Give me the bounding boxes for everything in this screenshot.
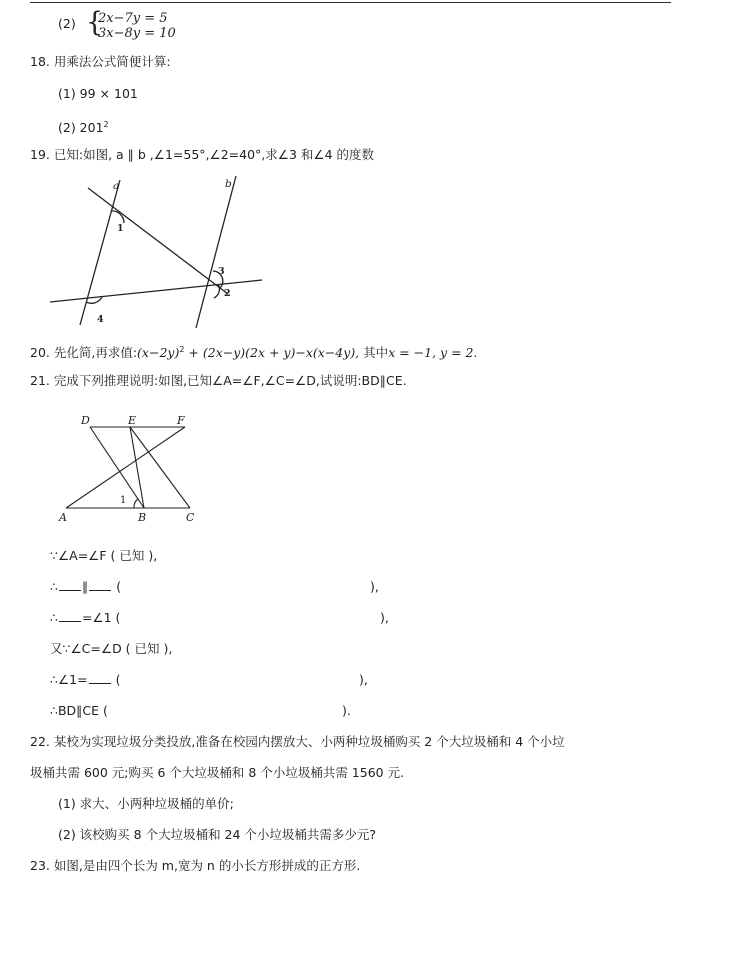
label-2: 2 xyxy=(224,288,231,299)
q22-part1: (1) 求大、小两种垃圾桶的单价; xyxy=(58,796,234,811)
q20-prefix: 20. 先化简,再求值: xyxy=(30,345,138,361)
q18-part1: (1) 99 × 101 xyxy=(58,86,138,101)
blank-1[interactable] xyxy=(59,579,81,591)
q21-step3-end: ), xyxy=(380,610,389,625)
q21-step5-end: ), xyxy=(359,672,368,687)
label-C: C xyxy=(186,511,195,524)
label-A: A xyxy=(59,511,67,524)
line-a xyxy=(80,180,120,325)
segment-EB xyxy=(130,427,144,508)
q18-part2: (2) $201^2$ xyxy=(58,120,109,136)
angle-1-arc xyxy=(111,211,125,223)
q22-line2: 圾桶共需 600 元;购买 6 个大垃圾桶和 8 个小垃圾桶共需 1560 元. xyxy=(30,765,405,780)
q21-step2-end: ), xyxy=(370,579,379,594)
q21-step4: 又∵∠C=∠D ( 已知 ), xyxy=(50,641,173,656)
q23-text: 23. 如图,是由四个长为 m,宽为 n 的小长方形拼成的正方形. xyxy=(30,858,361,873)
label-3: 3 xyxy=(218,266,225,277)
line-b xyxy=(196,176,236,328)
q20-expr-exp: 2 xyxy=(179,345,185,354)
q20-expr-b: + (2x−y)(2x + y)−x(x−4y), xyxy=(184,345,360,361)
label-a: a xyxy=(113,180,120,192)
q17-part2-label: (2) xyxy=(58,16,76,31)
q21-step3: ∴ =∠1 ( xyxy=(50,610,121,625)
q20-text xyxy=(30,342,477,361)
segment-EC xyxy=(130,427,190,508)
q21-step6-end: ). xyxy=(342,703,351,718)
q20-expr-a: (x−2y) xyxy=(137,345,180,361)
q22-line1: 22. 某校为实现垃圾分类投放,准备在校园内摆放大、小两种垃圾桶购买 2 个大垃圾桶和 4 个小垃 xyxy=(30,734,565,749)
label-1: 1 xyxy=(117,223,124,234)
q17-eq1: 2x−7y = 5 xyxy=(98,11,168,26)
q20-cond: x = −1, y = 2. xyxy=(388,345,478,361)
q21-step1: ∵∠A=∠F ( 已知 ), xyxy=(50,548,158,563)
transversal-1 xyxy=(88,188,228,294)
q18-title: 18. 用乘法公式简便计算: xyxy=(30,54,171,69)
q21-text: 21. 完成下列推理说明:如图,已知∠A=∠F,∠C=∠D,试说明:BD∥CE. xyxy=(30,373,407,388)
blank-2[interactable] xyxy=(89,579,111,591)
q21-step6: ∴BD∥CE ( xyxy=(50,703,108,718)
q22-part2: (2) 该校购买 8 个大垃圾桶和 24 个小垃圾桶共需多少元? xyxy=(58,827,377,842)
q21-step5: ∴∠1= ( xyxy=(50,672,121,687)
label-D: D xyxy=(81,414,90,427)
system-brace: { xyxy=(86,7,104,38)
q19-text: 19. 已知:如图, a ∥ b ,∠1=55°,∠2=40°,求∠3 和∠4 的度数 xyxy=(30,147,375,162)
label-b: b xyxy=(225,178,232,190)
q20-mid: 其中 xyxy=(363,345,389,361)
label-E: E xyxy=(128,414,137,427)
label-4: 4 xyxy=(97,314,104,325)
blank-4[interactable] xyxy=(89,672,111,684)
label-1-q21: 1 xyxy=(120,495,127,506)
segment-DB xyxy=(90,427,144,508)
q17-eq2: 3x−8y = 10 xyxy=(98,26,176,41)
blank-3[interactable] xyxy=(59,610,81,622)
angle-1-arc-q21 xyxy=(134,499,138,508)
label-B: B xyxy=(138,511,147,524)
q21-step2: ∴ ∥ ( xyxy=(50,579,122,594)
label-F: F xyxy=(177,414,185,427)
